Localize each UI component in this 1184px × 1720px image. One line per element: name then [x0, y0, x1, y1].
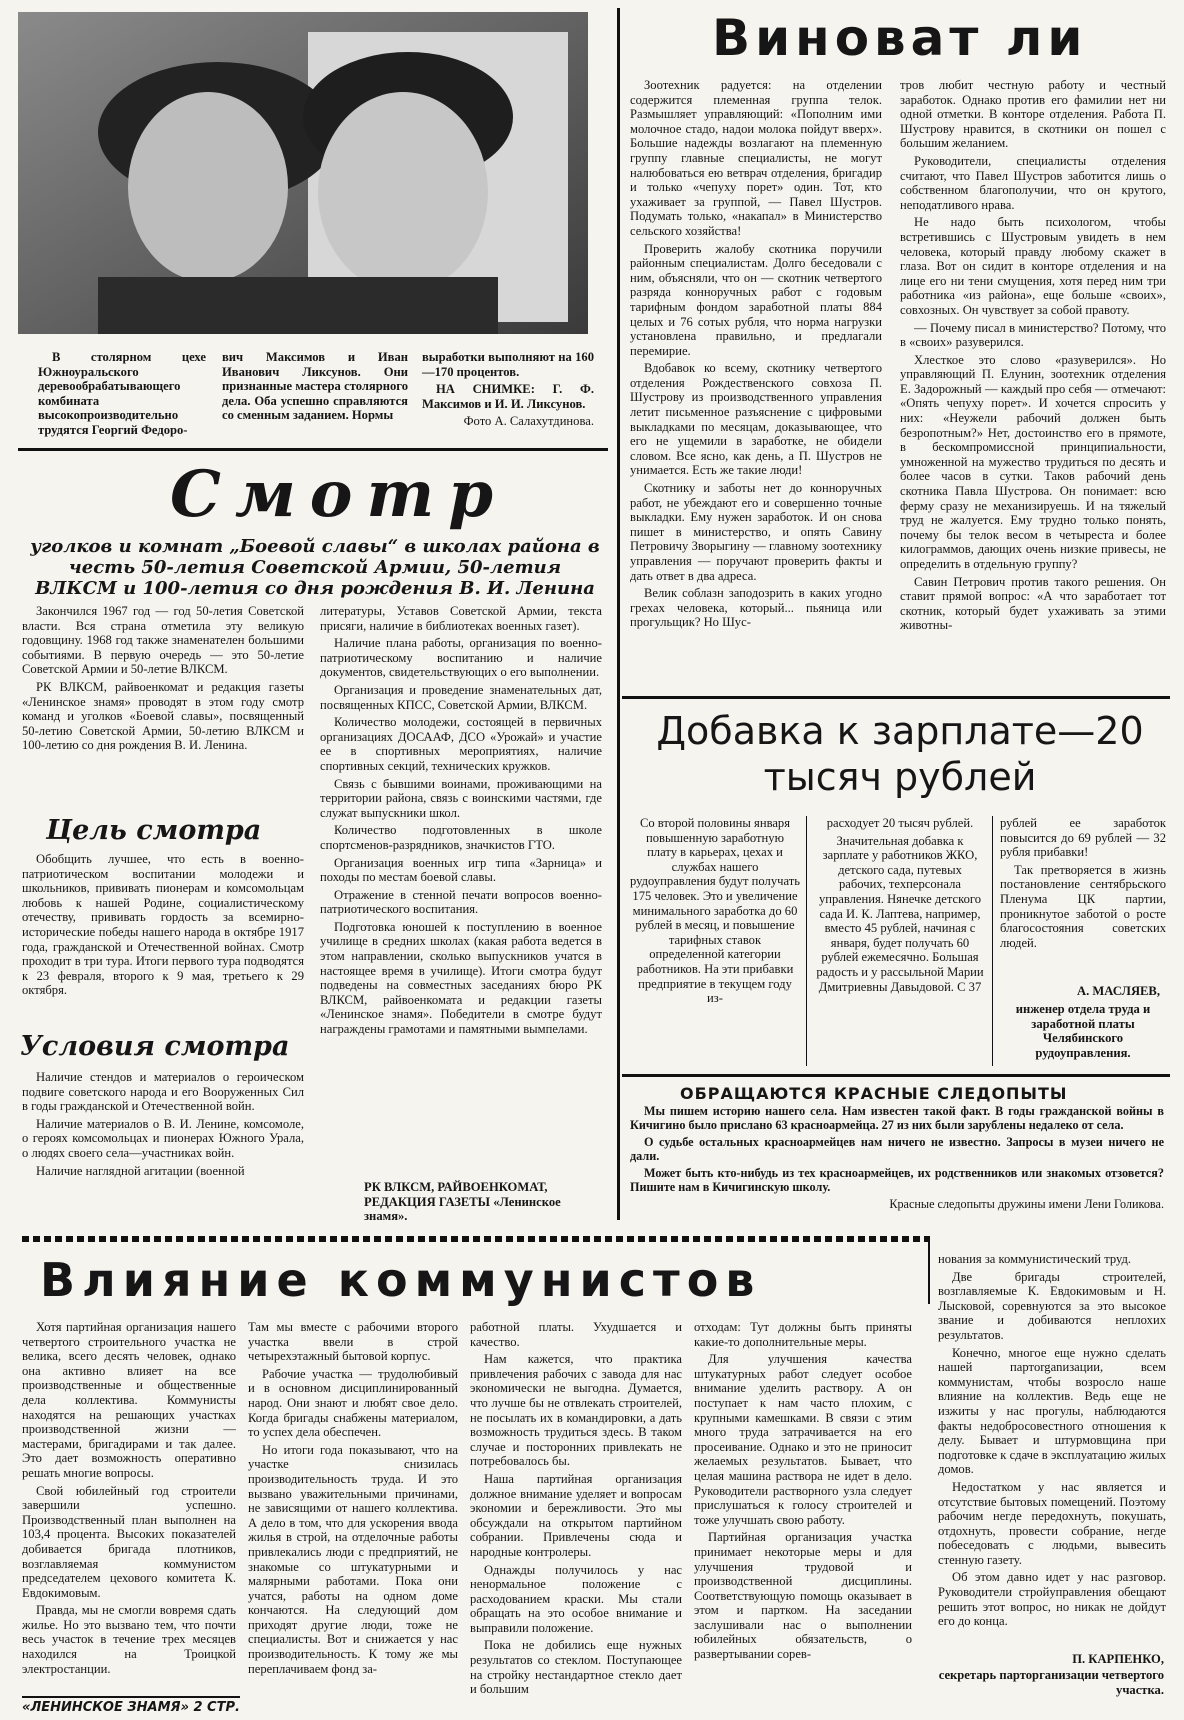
vliyanie-col5: нования за коммунистический труд. Две бригады строителей, возглавляемые К. Евдокимовым и Н. Лысковой, соревнуются за это высокое звание и добиваются неплохих результатов. Конечно, многое еще нужно сделать нашей партorganизации, всем коммунистам, чтобы возросло наше влияние на коллектив. Ведь еще не изжиты у нас прогулы, наблюдаются факты недобросовестного отношения к делу. Бывает и штурмовщина при подготовке к сдаче в эксплуатацию жилых домов. Недостатком у нас является и отсутствие бытовых помещений. Поэтому рабочим негде передохнуть, покушать, отдохнуть, провести собрание, негде побеседовать с людьми, вывесить стенную газету. Об этом давно идет у нас разговор. Руководители стройуправления обещают решить этот вопрос, но никак не дойдут его до конца. — [938, 1252, 1166, 1629]
divider-dobavka-b — [992, 816, 993, 1066]
smotr-col1: Закончился 1967 год — год 50-летия Советской власти. Вся страна отметила эту великую годовщину. 1968 год также знаменателен большими событиями. В первую очередь — это 50-летие Советской Армии и 50-летие ВЛКСМ. РК ВЛКСМ, райвоенкомат и редакция газеты «Ленинское знамя» проводят в этом году смотр команд и уголков «Боевой славы», посвященный 50-летию Советской Армии, 50-летию ВЛКСМ и 100-летию со дня рождения В. И. Ленина. — [22, 604, 304, 753]
goal-heading: Цель смотра — [46, 815, 262, 846]
sledopyty-text: Мы пишем историю нашего села. Нам известен такой факт. В годы гражданской войны в Кичигино было прислано 63 красноармейца. 27 из них были зарублены недалеко от села. О судьбе остальных красноармейцев нам ничего не известно. Запросы в музеи ничего не дали. Может быть кто-нибудь из тех красноармейцев, их родственников или знакомых отзовется? Пишите нам в Кичигинскую школу. Красные следопыты дружины имени Лени Голикова. — [630, 1104, 1164, 1211]
dobavka-col3: рублей ее заработок повысится до 69 рублей — 32 рубля прибавки! Так претворяется в жизнь постановление сентябрьского Пленума ЦК партии, проникнутое заботой о росте благосостояния советских людей. — [1000, 816, 1166, 950]
photo-image — [18, 12, 588, 334]
divider-vliyanie-vertical — [928, 1236, 930, 1304]
photo-caption-col2: вич Максимов и Иван Иванович Ликсунов. Они признанные мастера столярного дела. Оба успешно справляются со сменным заданием. Нормы — [222, 350, 408, 423]
vinovat-col2: тров любит честную работу и честный заработок. Однако против его фамилии нет ни одной отметки. В конторе отделения. Работа П. Шустрову нравится, в скотники он пошел с большим желанием. Руководители, специалисты отделения считают, что Павел Шустров заботится лишь о собственном благополучии, что он крутого, неподатливого нрава. Не надо быть психологом, чтобы встретившись с Шустровым увидеть в нем человека, который правду любому скажет в глаза. Вот он сидит в конторе отделения и на лице его ни тени смущения, хотя перед ним три работника «из района», еще больше «своих», совхозных. Он чувствует за собой правоту. — Почему писал в министерство? Потому, что в «своих» разуверился. Хлесткое это слово «разуверился». Но управляющий П. Елунин, зоотехник отделения Е. Задорожный — каждый про себя — отмечают: «Опять чепуху порет». И хочется спросить у них: «Неужели рабочий должен быть безропотным?» Нет, достоинство его в прямоте, в бескомпромиссной принципиальности, умноженной на мужество трудиться по десять и более часов в сутки. Таков рабочий день скотника Павла Шустрова. Он понимает: всю ферму сразу не механизируешь. И на тяжелый труд не жалуется. Ему трудно только понять, почему бы телок весом в четыреста и более килограммов, дающих очень низкие привесы, не определить в отдельную группу? Савин Петрович против такого решения. Он ставит прямой вопрос: «А что заработает тот скотник, который будет ухаживать за этими животны- — [900, 78, 1166, 633]
vliyanie-title: Влияние коммунистов — [40, 1253, 762, 1307]
divider-photo — [18, 448, 608, 451]
dobavka-col1: Со второй половины января повышенную заработную плату в карьерах, цехах и службах нашего рудоуправления будут получать 175 человек. Это и увеличение минимального заработка до 60 рублей в месяц, и повышение тарифных ставок определенной категории работников. На эти прибавки предприятие в текущем году из- — [630, 816, 800, 1006]
smotr-col2: литературы, Уставов Советской Армии, текста присяги, наличие в библиотеках военных газет). Наличие плана работы, организация по военно-патриотическому воспитанию и наличие документов, свидетельствующих о его выполнении. Организация и проведение знаменательных дат, посвященных КПСС, Советской Армии, ВЛКСМ. Количество молодежи, состоящей в первичных организациях ДОСААФ, ДСО «Урожай» и участие ее в спортивных мероприятиях, наличие спортивных секций, технических кружков. Связь с бывшими воинами, проживающими на территории района, связь с воинскими частями, где служат выпускники школ. Количество подготовленных в школе спортсменов-разрядников, значкистов ГТО. Организация военных игр типа «Зарница» и походы по местам боевой славы. Отражение в стенной печати вопросов военно-патриотического воспитания. Подготовка юношей к поступлению в военное училище в средних школах (какая работа ведется в этом направлении, сколько выпускников учатся в настоящее время в училище). Итоги смотра будут подведены на совместных заседаниях бюро РК ВЛКСМ, райвоенкомата и редакции газеты «Ленинское знамя». Победители в смотре будут награждены грамотами и памятными вымпелами. — [320, 604, 602, 1037]
vliyanie-signature: П. КАРПЕНКО, — [1072, 1652, 1164, 1666]
vinovat-title: Виноват ли — [712, 9, 1088, 67]
conditions-text: Наличие стендов и материалов о героическом подвиге советского народа и его Вооруженных Сил в годы гражданской и Отечественной войн. Наличие материалов о В. И. Ленине, комсомоле, о героях комсомольцах и пионерах Южного Урала, о людях своего села—участниках войн. Наличие наглядной агитации (военной — [22, 1070, 304, 1178]
vliyanie-col3: работной платы. Ухудшается и качество. Нам кажется, что практика привлечения рабочих с завода для нас экономически не выгодна. Думается, что лучше бы не отвлекать строителей, не посылать их в командировки, а дать возможность трудиться здесь. В таком случае и посторонних привлекать не потребовалось бы. Наша партийная организация должное внимание уделяет и вопросам экономии и бережливости. Это мы обсуждали на открытом партийном собрании. Привлечены сюда и народные контролеры. Однажды получилось у нас ненормальное положение с расходованием краски. Мы стали обращать на это особое внимание и выправили положение. Пока не добились еще нужных результатов со стеклом. Поступающее на стройку нестандартное стекло дает и большим — [470, 1320, 682, 1697]
vliyanie-col4: отходам: Тут должны быть приняты какие-то дополнительные меры. Для улучшения качества штукатурных работ следует особое внимание уделить раствору. А он поступает к нам часто плохим, с крупными камешками. В связи с этим много труда затрачивается на его просеивание. Однако и это не приносит желаемых результатов. Бывает, что целая машина раствора не идет в дело. Руководители растворного узла следует прислушаться к голосу строителей и тоже улучшать свою работу. Партийная организация участка принимает некоторые меры и для улучшения трудовой и производственной дисциплины. Соответствующую помощь оказывает в этом и партком. На заседании заслушивали нас о выполнении юбилейных обязательств, о развертывании сорев- — [694, 1320, 912, 1662]
dobavka-signature: А. МАСЛЯЕВ, — [1077, 984, 1160, 998]
vliyanie-col1: Хотя партийная организация нашего четвертого строительного участка не велика, всего десять человек, однако она активно влияет на все производственные и общественные дела коллектива. Коммунисты находятся на решающих участках производственной жизни — мастерами, бригадирами и так далее. Это дает возможность оперативно решать многие вопросы. Свой юбилейный год строители завершили успешно. Производственный план выполнен на 103,4 процента. Высоких показателей добивается бригада плотников, возглавляемая коммунистом председателем цехового комитета К. Евдокимовым. Правда, мы не смогли вовремя сдать жилье. Но это вызвано тем, что почти весь участок в течение трех месяцев находился на Троицкой электростанции. — [22, 1320, 236, 1676]
divider-dobavka-a — [806, 816, 807, 1066]
dobavka-col2: расходует 20 тысяч рублей. Значительная добавка к зарплате у работников ЖКО, детского сада, путевых рабочих, техперсонала управления. Нянечке детского сада И. К. Лаптева, например, вместо 45 рублей, начиная с января, будет получать 60 рублей ежемесячно. Большая радость и у рассыльной Марии Дмитриевны Давыдовой. С 37 — [816, 816, 984, 994]
goal-text: Обобщить лучшее, что есть в военно-патриотическом воспитании молодежи и школьников, прививать пионерам и комсомольцам любовь к нашей Родине, социалистическому отечеству, прививать гордость за всемирно-исторические победы нашего народа в октябре 1917 года, гражданской и Отечественной войнах. Смотр проходит в три тура. Итоги первого тура подводятся к 23 февраля, второго к 9 мая, третьего к 29 октября. — [22, 852, 304, 998]
vinovat-col1: Зоотехник радуется: на отделении содержится племенная группа телок. Размышляет управляющий: «Пополним ими молочное стадо, надои молока пойдут вверх». Большие надежды возлагают на племенную группу главные специалисты, не могут налюбоваться ею ветврач отделения, бригадир и только «чепуху порет» один. Тот, кто ухаживает за группой, — Павел Шустров. Подумать только, «накапал» в Министерство сельского хозяйства! Проверить жалобу скотника поручили районным специалистам. Долго беседовали с ним, объясняли, что он — скотник четвертого разряда конноручных работ с годовым тарифным фондом заработной платы 884 целых и 76 сотых рубля, что норма нагрузки установлена правильно, и предлагали перемирие. Вдобавок ко всему, скотнику четвертого отделения Рождественского совхоза П. Шустрову из производственного управления летит письменное разъяснение с цифровыми выкладками по месяцам, доказывающее, что его не ущемили в заработке, не обидели словом. Все ясно, как день, а П. Шустров не унимается. Есть же такие люди! Скотнику и заботы нет до конноручных работ, не убеждают его и совершенно точные выкладки. Ему нужен заработок. И он снова пишет в министерство, и опять Савину Петровичу Зворыгину — главному зоотехнику управления — поручают проверить факты и дать ответ в два адреса. Велик соблазн заподозрить в каких угодно грехах человека, который... пьяница или прогульщик? Но Шус- — [630, 78, 882, 630]
smotr-subtitle: уголков и комнат „Боевой славы“ в школах района в честь 50-летия Советской Армии, 50-летия ВЛКСМ и 100-летия со дня рождения В. И. Ленина — [30, 536, 600, 599]
smotr-signature: РК ВЛКСМ, РАЙВОЕНКОМАТ, РЕДАКЦИЯ ГАЗЕТЫ «Ленинское знамя». — [364, 1180, 561, 1224]
sledopyty-title: ОБРАЩАЮТСЯ КРАСНЫЕ СЛЕДОПЫТЫ — [680, 1084, 1068, 1103]
conditions-heading: Условия смотра — [20, 1031, 290, 1062]
divider-vliyanie-top — [22, 1236, 930, 1242]
photo-workers — [18, 12, 588, 334]
divider-vinovat — [622, 696, 1170, 699]
vliyanie-col2: Там мы вместе с рабочими второго участка ввели в строй четырехэтажный бытовой корпус. Рабочие участка — трудолюбивый и в основном дисциплинированный народ. Они знают и любят свое дело. Когда бригады снабжены материалом, то успех дела обеспечен. Но итоги года показывают, что на участке снизилась производительность труда. И это вызвано уважительными причинами, не зависящими от нашего коллектива. А дело в том, что для ускорения ввода жилья в строй, на отделочные работы привлекались люди с предприятий, не знакомые со штукатурными и малярными работами. Пока они учатся, работы на одном доме кончаются. На следующий дом приходят другие люди, тоже не специалисты. Вот и снижается у нас производительность. К тому же мы переплачиваем фонд за- — [248, 1320, 458, 1676]
smotr-title: Смотр — [170, 457, 507, 532]
photo-caption-col1: В столярном цехе Южноуральского деревообрабатывающего комбината высокопроизводительно трудятся Георгий Федоро- — [38, 350, 206, 437]
photo-caption-col3: выработки выполняют на 160—170 процентов. НА СНИМКЕ: Г. Ф. Максимов и И. И. Ликсунов. Фото А. Салахутдинова. — [422, 350, 594, 429]
footer-page-label: «ЛЕНИНСКОЕ ЗНАМЯ» 2 СТР. — [22, 1696, 240, 1715]
dobavka-title-text: Добавка к зарплате—20 тысяч рублей — [656, 709, 1144, 799]
vliyanie-signature-title: секретарь парторганизации четвертого участка. — [938, 1668, 1164, 1697]
dobavka-title — [640, 708, 1160, 800]
divider-dobavka — [622, 1074, 1170, 1077]
dobavka-signature-title: инженер отдела труда и заработной платы Челябинского рудоуправления. — [1015, 1002, 1151, 1060]
divider-main-vertical — [617, 8, 620, 1220]
